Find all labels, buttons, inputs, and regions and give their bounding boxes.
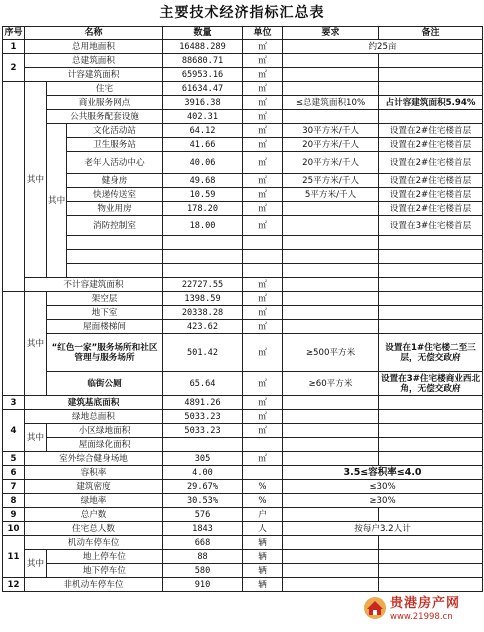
watermark-url: www.21998.cn — [390, 612, 453, 622]
row-unit: % — [243, 494, 283, 508]
table-row — [3, 334, 483, 372]
row-unit: ㎡ — [243, 452, 283, 466]
row-name: 绿地率 — [25, 494, 163, 508]
row-name: 室外综合健身场地 — [25, 452, 163, 466]
row-name: “红色一家”服务场所和社区管理与服务场所 — [47, 334, 163, 372]
row-unit: 户 — [243, 508, 283, 522]
row-qty: 3916.38 — [163, 96, 243, 110]
row-no: 7 — [3, 480, 25, 494]
row-qty: 5033.23 — [163, 424, 243, 438]
table-row — [3, 202, 483, 216]
group-label: 其中 — [25, 550, 47, 578]
group-label: 其中 — [25, 424, 47, 452]
header-name: 名称 — [25, 27, 163, 40]
row-req: ≥500平方米 — [283, 334, 379, 372]
row-name: 地上停车位 — [47, 550, 163, 564]
row-note — [379, 68, 483, 82]
row-name: 计容建筑面积 — [25, 68, 163, 82]
row-req — [283, 320, 379, 334]
row-no: 1 — [3, 40, 25, 54]
row-no: 6 — [3, 466, 25, 480]
row-unit — [243, 438, 283, 452]
row-qty: 40.06 — [163, 152, 243, 174]
row-qty: 18.00 — [163, 216, 243, 236]
row-name: 地下室 — [47, 306, 163, 320]
row-note: ≥30% — [283, 494, 483, 508]
row-qty: 16488.289 — [163, 40, 243, 54]
row-note — [379, 452, 483, 466]
row-qty: 41.66 — [163, 138, 243, 152]
row-qty: 30.53% — [163, 494, 243, 508]
row-name: 容积率 — [25, 466, 163, 480]
row-req — [283, 396, 379, 410]
table-row — [3, 306, 483, 320]
table-title: 主要技术经济指标汇总表 — [159, 5, 325, 21]
row-name: 商业服务网点 — [47, 96, 163, 110]
row-unit: ㎡ — [243, 278, 283, 292]
row-req — [283, 216, 379, 236]
row-note — [379, 550, 483, 564]
row-req — [283, 452, 379, 466]
row-req — [283, 564, 379, 578]
row-note: 设置在2#住宅楼首层 — [379, 202, 483, 216]
row-req: 20平方米/千人 — [283, 152, 379, 174]
row-req — [283, 438, 379, 452]
row-note — [379, 292, 483, 306]
group-label: 其中 — [25, 82, 47, 278]
table-row-empty — [3, 250, 483, 264]
table-row — [3, 216, 483, 236]
row-no: 5 — [3, 452, 25, 466]
row-qty: 668 — [163, 536, 243, 550]
row-name: 非机动车停车位 — [25, 578, 163, 592]
table-row — [3, 480, 483, 494]
row-unit: 辆 — [243, 578, 283, 592]
table-row — [3, 110, 483, 124]
header-req: 要求 — [283, 27, 379, 40]
row-note: 约25亩 — [283, 40, 483, 54]
row-qty: 178.20 — [163, 202, 243, 216]
row-note: 设置在2#住宅楼首层 — [379, 152, 483, 174]
header-note: 备注 — [379, 27, 483, 40]
row-note: 设置在1#住宅楼二至三层，无偿交政府 — [379, 334, 483, 372]
table-row — [3, 564, 483, 578]
table-row — [3, 96, 483, 110]
row-note — [379, 320, 483, 334]
row-name: 快递传送室 — [67, 188, 163, 202]
row-unit: ㎡ — [243, 40, 283, 54]
row-note — [379, 54, 483, 68]
row-req — [283, 54, 379, 68]
row-req — [283, 508, 379, 522]
row-qty: 29.67% — [163, 480, 243, 494]
row-req — [283, 536, 379, 550]
row-qty: 65.64 — [163, 372, 243, 396]
row-unit: ㎡ — [243, 396, 283, 410]
table-row — [3, 174, 483, 188]
row-name: 健身房 — [67, 174, 163, 188]
row-name: 住宅总人数 — [25, 522, 163, 536]
indicator-table — [2, 26, 483, 592]
row-unit: ㎡ — [243, 68, 283, 82]
table-row — [3, 68, 483, 82]
row-qty: 88 — [163, 550, 243, 564]
row-req: 5平方米/千人 — [283, 188, 379, 202]
row-unit: ㎡ — [243, 292, 283, 306]
row-note: 设置在2#住宅楼首层 — [379, 138, 483, 152]
row-qty: 88680.71 — [163, 54, 243, 68]
row-unit: ㎡ — [243, 306, 283, 320]
row-note: 按每户3.2人计 — [283, 522, 483, 536]
row-req: 20平方米/千人 — [283, 138, 379, 152]
row-req — [283, 202, 379, 216]
row-unit: ㎡ — [243, 424, 283, 438]
row-name: 住宅 — [47, 82, 163, 96]
table-row — [3, 522, 483, 536]
row-unit: 辆 — [243, 536, 283, 550]
table-row — [3, 410, 483, 424]
row-no: 2 — [3, 54, 25, 82]
row-unit: ㎡ — [243, 124, 283, 138]
row-req — [283, 292, 379, 306]
row-note — [379, 110, 483, 124]
row-qty: 65953.16 — [163, 68, 243, 82]
table-row — [3, 536, 483, 550]
row-unit: ㎡ — [243, 152, 283, 174]
subgroup-label: 其中 — [47, 124, 67, 278]
row-unit: ㎡ — [243, 82, 283, 96]
watermark-brand: 贵港房产网 — [390, 596, 461, 611]
row-unit: ㎡ — [243, 174, 283, 188]
row-unit: ㎡ — [243, 110, 283, 124]
table-row — [3, 138, 483, 152]
row-qty: 49.68 — [163, 174, 243, 188]
row-unit: ㎡ — [243, 320, 283, 334]
row-req: ≤总建筑面积10% — [283, 96, 379, 110]
row-unit: ㎡ — [243, 54, 283, 68]
table-row — [3, 278, 483, 292]
row-req — [283, 410, 379, 424]
row-unit: ㎡ — [243, 202, 283, 216]
house-logo-icon — [362, 594, 388, 620]
table-row — [3, 396, 483, 410]
row-no: 3 — [3, 396, 25, 410]
table-row — [3, 438, 483, 452]
row-note: 占计容建筑面积5.94% — [379, 96, 483, 110]
row-qty: 5033.23 — [163, 410, 243, 424]
table-row — [3, 372, 483, 396]
row-name: 地下停车位 — [47, 564, 163, 578]
row-req — [283, 82, 379, 96]
table-row — [3, 550, 483, 564]
table-row — [3, 292, 483, 306]
row-qty: 1843 — [163, 522, 243, 536]
row-qty: 4.00 — [163, 466, 243, 480]
row-name: 绿地总面积 — [25, 410, 163, 424]
row-note — [379, 536, 483, 550]
row-no: 9 — [3, 508, 25, 522]
row-qty: 22727.55 — [163, 278, 243, 292]
row-qty: 61634.47 — [163, 82, 243, 96]
row-empty-no — [3, 82, 25, 292]
table-row — [3, 466, 483, 480]
row-qty: 580 — [163, 564, 243, 578]
row-name: 公共服务配套设施 — [47, 110, 163, 124]
table-row — [3, 40, 483, 54]
row-name: 文化活动站 — [67, 124, 163, 138]
row-note — [379, 278, 483, 292]
group-label: 其中 — [25, 292, 47, 396]
row-note — [379, 424, 483, 438]
row-name: 总户数 — [25, 508, 163, 522]
table-row — [3, 152, 483, 174]
table-row — [3, 508, 483, 522]
table-row — [3, 494, 483, 508]
row-qty: 402.31 — [163, 110, 243, 124]
row-note: 设置在3#住宅楼商业西北角，无偿交政府 — [379, 372, 483, 396]
header-unit: 单位 — [243, 27, 283, 40]
row-req: 25平方米/千人 — [283, 174, 379, 188]
table-row-empty — [3, 236, 483, 250]
row-req — [283, 424, 379, 438]
row-name: 屋面楼梯间 — [47, 320, 163, 334]
row-note: ≤30% — [283, 480, 483, 494]
row-no: 10 — [3, 522, 25, 536]
row-unit: 辆 — [243, 564, 283, 578]
row-unit: ㎡ — [243, 188, 283, 202]
row-name: 架空层 — [47, 292, 163, 306]
row-unit: 人 — [243, 522, 283, 536]
row-qty: 423.62 — [163, 320, 243, 334]
row-note: 3.5≤容积率≤4.0 — [283, 466, 483, 480]
row-note — [379, 306, 483, 320]
row-unit: ㎡ — [243, 410, 283, 424]
table-row — [3, 124, 483, 138]
row-req: ≥60平方米 — [283, 372, 379, 396]
table-row — [3, 424, 483, 438]
table-row — [3, 188, 483, 202]
header-qty: 数量 — [163, 27, 243, 40]
watermark-logo — [362, 590, 482, 628]
row-qty: 501.42 — [163, 334, 243, 372]
row-req — [283, 110, 379, 124]
row-name: 屋面绿化面积 — [47, 438, 163, 452]
row-name: 临街公厕 — [47, 372, 163, 396]
row-no: 11 — [3, 536, 25, 578]
row-name: 建筑基底面积 — [25, 396, 163, 410]
row-name: 老年人活动中心 — [67, 152, 163, 174]
row-unit: % — [243, 480, 283, 494]
row-note — [379, 410, 483, 424]
row-unit: ㎡ — [243, 334, 283, 372]
row-name: 机动车停车位 — [25, 536, 163, 550]
row-req — [283, 550, 379, 564]
row-name: 消防控制室 — [67, 216, 163, 236]
row-note: 设置在2#住宅楼首层 — [379, 188, 483, 202]
row-req: 30平方米/千人 — [283, 124, 379, 138]
row-qty: 910 — [163, 578, 243, 592]
row-name: 卫生服务站 — [67, 138, 163, 152]
header-no: 序号 — [4, 28, 23, 38]
row-name: 建筑密度 — [25, 480, 163, 494]
table-row — [3, 452, 483, 466]
table-row — [3, 320, 483, 334]
row-note: 设置在2#住宅楼首层 — [379, 174, 483, 188]
row-note — [379, 564, 483, 578]
row-qty: 576 — [163, 508, 243, 522]
row-qty: 20338.28 — [163, 306, 243, 320]
row-name: 不计容建筑面积 — [25, 278, 163, 292]
row-name: 物业用房 — [67, 202, 163, 216]
row-qty — [163, 438, 243, 452]
row-note — [379, 396, 483, 410]
row-name: 小区绿地面积 — [47, 424, 163, 438]
table-row — [3, 54, 483, 68]
row-unit: ㎡ — [243, 216, 283, 236]
row-req — [283, 306, 379, 320]
row-note — [379, 82, 483, 96]
row-req — [283, 68, 379, 82]
row-unit: ㎡ — [243, 138, 283, 152]
row-note — [379, 438, 483, 452]
row-note: 设置在3#住宅楼首层 — [379, 216, 483, 236]
row-req — [283, 278, 379, 292]
row-empty-no — [3, 292, 25, 396]
row-qty: 4891.26 — [163, 396, 243, 410]
header-row — [3, 27, 483, 40]
row-no: 12 — [3, 578, 25, 592]
row-note: 设置在2#住宅楼首层 — [379, 124, 483, 138]
row-unit: ㎡ — [243, 96, 283, 110]
row-unit — [243, 466, 283, 480]
row-unit: 辆 — [243, 550, 283, 564]
row-qty: 305 — [163, 452, 243, 466]
table-row-empty — [3, 264, 483, 278]
row-no: 4 — [3, 410, 25, 452]
row-name: 总建筑面积 — [25, 54, 163, 68]
row-qty: 10.59 — [163, 188, 243, 202]
row-unit: ㎡ — [243, 372, 283, 396]
row-note — [379, 508, 483, 522]
row-no: 8 — [3, 494, 25, 508]
table-row — [3, 82, 483, 96]
row-qty: 64.12 — [163, 124, 243, 138]
row-name: 总用地面积 — [25, 40, 163, 54]
row-qty: 1398.59 — [163, 292, 243, 306]
